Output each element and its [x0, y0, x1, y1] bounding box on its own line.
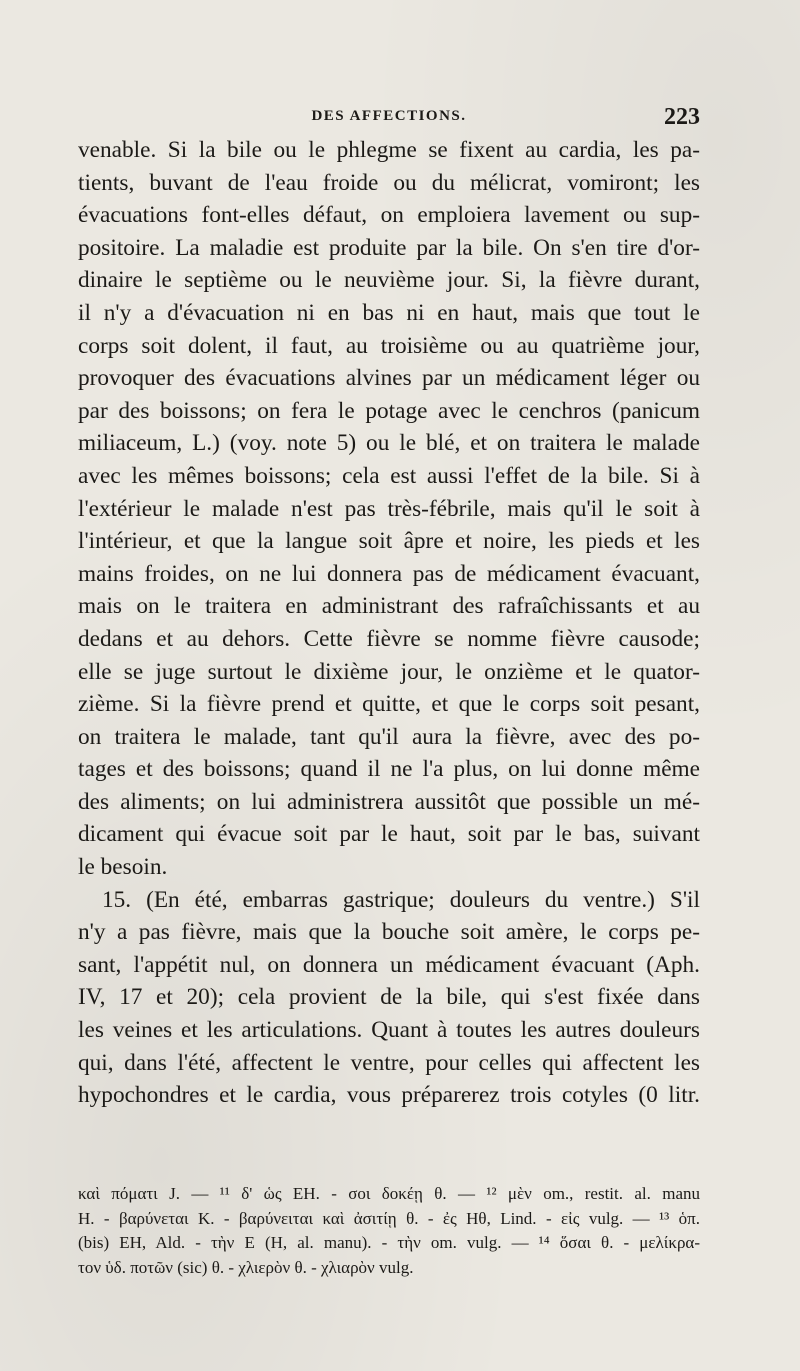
footnote-line: (bis) EH, Ald. - τὴν E (H, al. manu). - τὴν om. vulg. — ¹⁴ ὅσαι θ. - μελίκρα-: [78, 1233, 700, 1252]
text-line: les veines et les articulations. Quant à toutes les autres douleurs: [78, 1017, 700, 1044]
text-line: mais on le traitera en administrant des rafraîchissants et au: [78, 593, 700, 620]
footnotes: [78, 1182, 700, 1280]
text-line: dinaire le septième ou le neuvième jour. Si, la fièvre durant,: [78, 267, 700, 294]
text-line: dicament qui évacue soit par le haut, soit par le bas, suivant: [78, 821, 700, 848]
text-line: tages et des boissons; quand il ne l'a plus, on lui donne même: [78, 756, 700, 783]
text-line: l'extérieur le malade n'est pas très-fébrile, mais qu'il le soit à: [78, 495, 700, 522]
text-line: miliaceum, L.) (voy. note 5) ou le blé, et on traitera le malade: [78, 430, 700, 457]
text-line: positoire. La maladie est produite par la bile. On s'en tire d'or-: [78, 234, 700, 261]
text-line: il n'y a d'évacuation ni en bas ni en haut, mais que tout le: [78, 299, 700, 326]
text-line: par des boissons; on fera le potage avec le cenchros (panicum: [78, 397, 700, 424]
section-heading-line: 15. (En été, embarras gastrique; douleurs du ventre.) S'il: [102, 886, 700, 913]
text-line: zième. Si la fièvre prend et quitte, et que le corps soit pesant,: [78, 691, 700, 718]
text-line: corps soit dolent, il faut, au troisième ou au quatrième jour,: [78, 332, 700, 359]
text-line: on traitera le malade, tant qu'il aura la fièvre, avec des po-: [78, 723, 700, 750]
text-line: venable. Si la bile ou le phlegme se fixent au cardia, les pa-: [78, 137, 700, 163]
text-line: hypochondres et le cardia, vous préparerez trois cotyles (0 litr.: [78, 1082, 700, 1109]
text-line: mains froides, on ne lui donnera pas de médicament évacuant,: [78, 560, 700, 587]
text-line: qui, dans l'été, affectent le ventre, pour celles qui affectent les: [78, 1049, 700, 1076]
text-line: avec les mêmes boissons; cela est aussi l'effet de la bile. Si à: [78, 462, 700, 489]
page-number: 223: [664, 104, 700, 130]
footnote-line: τον ὑδ. ποτῶν (sic) θ. - χλιερὸν θ. - χλιαρὸν vulg.: [78, 1257, 414, 1277]
text-line: évacuations font-elles défaut, on emploiera lavement ou sup-: [78, 202, 700, 229]
text-line: n'y a pas fièvre, mais que la bouche soit amère, le corps pe-: [78, 919, 700, 946]
text-line: le besoin.: [78, 854, 168, 881]
text-line: tients, buvant de l'eau froide ou du mélicrat, vomiront; les: [78, 169, 700, 196]
footnote-line: καὶ πόματι J. — ¹¹ δ' ὡς EH. - σοι δοκέῃ θ. — ¹² μὲν om., restit. al. manu: [78, 1184, 700, 1203]
text-line: IV, 17 et 20); cela provient de la bile, qui s'est fixée dans: [78, 984, 700, 1011]
text-line: dedans et au dehors. Cette fièvre se nomme fièvre causode;: [78, 625, 700, 652]
text-line: elle se juge surtout le dixième jour, le onzième et le quator-: [78, 658, 700, 685]
running-head: DES AFFECTIONS.: [311, 108, 467, 124]
text-line: l'intérieur, et que la langue soit âpre et noire, les pieds et les: [78, 528, 700, 555]
main-text: [78, 134, 700, 1112]
footnote-line: H. - βαρύνεται K. - βαρύνειται καὶ ἀσιτίῃ θ. - ἐς Hθ, Lind. - εἰς vulg. — ¹³ ὁπ.: [78, 1208, 700, 1228]
text-line: des aliments; on lui administrera aussitôt que possible un mé-: [78, 788, 700, 815]
text-line: sant, l'appétit nul, on donnera un médicament évacuant (Aph.: [78, 951, 700, 978]
text-line: provoquer des évacuations alvines par un médicament léger ou: [78, 365, 700, 392]
page-header: [78, 104, 700, 134]
